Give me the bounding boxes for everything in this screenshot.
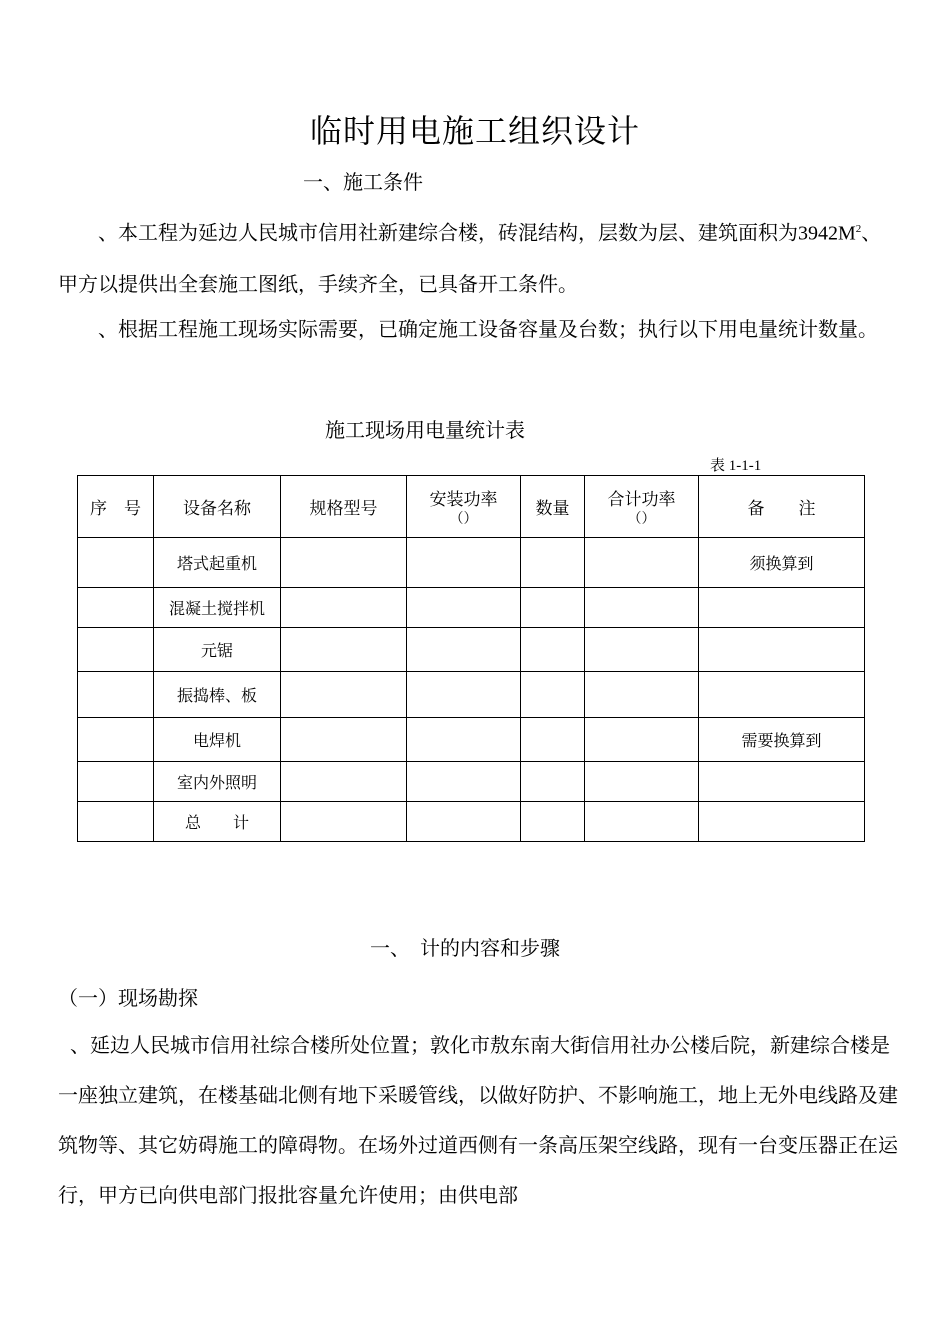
header-power-label: 安装功率 <box>429 490 498 510</box>
table-row <box>78 672 865 718</box>
cell-name: 总 计 <box>154 802 281 842</box>
header-name: 设备名称 <box>154 476 281 538</box>
paragraph-text: 、本工程为延边人民城市信用社新建综合楼，砖混结构，层数为层、建筑面积为 <box>98 220 798 245</box>
table-caption: 施工现场用电量统计表 <box>325 418 525 442</box>
table-row <box>78 538 865 588</box>
table-row <box>78 762 865 802</box>
paragraph-text: 、甲方以提供出全套施工图纸，手续齐全，已具备开工条件。 <box>58 220 882 296</box>
cell-name: 塔式起重机 <box>154 538 281 588</box>
header-total-label: 合计功率 <box>607 490 676 510</box>
cell-note <box>699 628 865 672</box>
area-value: 3942M <box>798 222 856 245</box>
header-power <box>407 476 521 538</box>
paragraph-equipment-capacity: 、根据工程施工现场实际需要，已确定施工设备容量及台数；执行以下用电量统计数量。 <box>98 317 878 341</box>
subsection-heading-site-survey: （一）现场勘探 <box>58 986 198 1010</box>
cell-note: 需要换算到 <box>699 718 865 762</box>
area-superscript: 2 <box>855 223 862 235</box>
table-header-row <box>78 476 865 538</box>
cell-name: 电焊机 <box>154 718 281 762</box>
cell-note <box>699 762 865 802</box>
cell-note <box>699 672 865 718</box>
header-seq: 序 号 <box>78 476 154 538</box>
header-total <box>585 476 699 538</box>
power-usage-table <box>77 475 865 842</box>
table-row <box>78 718 865 762</box>
header-total-unit: （） <box>627 511 656 527</box>
header-power-unit: （） <box>449 511 478 527</box>
header-spec: 规格型号 <box>281 476 407 538</box>
table-row-total <box>78 802 865 842</box>
table-row <box>78 628 865 672</box>
table-number: 表 1-1-1 <box>710 458 762 474</box>
cell-note: 须换算到 <box>699 538 865 588</box>
cell-name: 振捣棒、板 <box>154 672 281 718</box>
page-title: 临时用电施工组织设计 <box>309 112 640 150</box>
header-qty: 数量 <box>521 476 585 538</box>
cell-note <box>699 802 865 842</box>
paragraph-project-overview <box>58 204 898 309</box>
header-note: 备 注 <box>699 476 865 538</box>
cell-name: 混凝土搅拌机 <box>154 588 281 628</box>
table-row <box>78 588 865 628</box>
cell-note <box>699 588 865 628</box>
cell-name: 元锯 <box>154 628 281 672</box>
section-heading-design-steps: 一、 计的内容和步骤 <box>370 936 560 960</box>
paragraph-site-location: 、延边人民城市信用社综合楼所处位置；敦化市敖东南大街信用社办公楼后院，新建综合楼是一座独立建筑，在楼基础北侧有地下采暖管线，以做好防护、不影响施工，地上无外电线路及建筑物等、其它妨碍施工的障碍物。在场外过道西侧有一条高压架空线路，现有一台变压器正在运行，甲方已向供电部门报批容量允许使用；由供电部 <box>58 1033 898 1207</box>
cell-name: 室内外照明 <box>154 762 281 802</box>
section-heading-conditions: 一、施工条件 <box>303 170 423 194</box>
